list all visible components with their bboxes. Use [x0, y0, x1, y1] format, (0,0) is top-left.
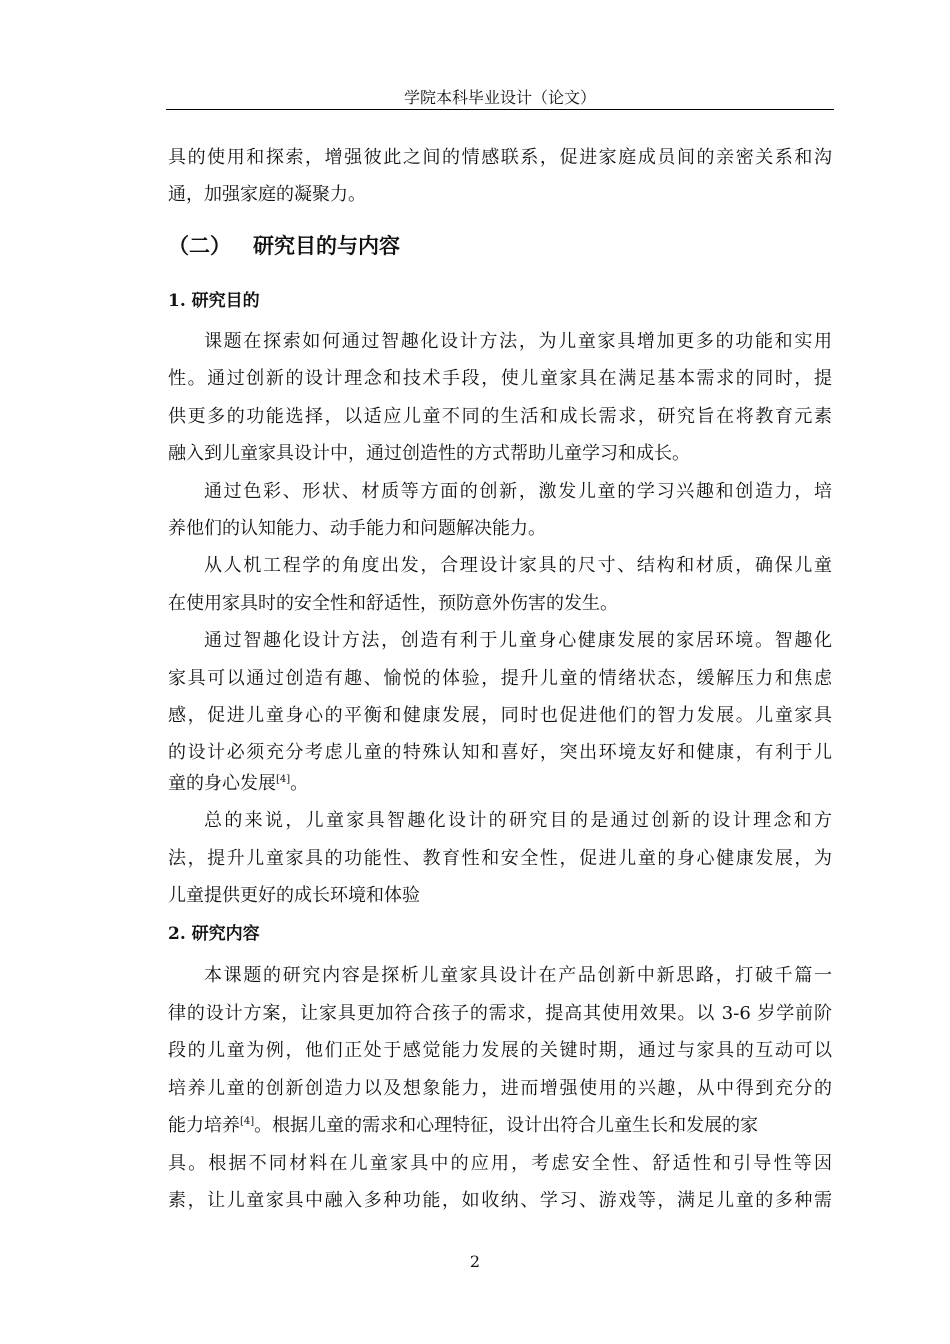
paragraph-line: 本课题的研究内容是探析儿童家具设计在产品创新中新思路，打破千篇一: [204, 965, 832, 986]
page-number: 2: [469, 1252, 481, 1271]
line-text: 。: [290, 773, 309, 794]
paragraph-line: 素，让儿童家具中融入多种功能，如收纳、学习、游戏等，满足儿童的多种需: [168, 1190, 832, 1211]
paragraph-line: 从人机工程学的角度出发，合理设计家具的尺寸、结构和材质，确保儿童: [204, 555, 832, 576]
paragraph-line: 的设计必须充分考虑儿童的特殊认知和喜好，突出环境友好和健康，有利于儿: [168, 742, 832, 763]
citation-ref: [4]: [240, 1116, 255, 1127]
section-heading: [168, 232, 400, 260]
citation-ref: [4]: [276, 774, 291, 785]
paragraph-line: 课题在探索如何通过智趣化设计方法，为儿童家具增加更多的功能和实用: [204, 331, 832, 352]
paragraph-line: 养他们的认知能力、动手能力和问题解决能力。: [168, 518, 546, 539]
running-header: 学院本科毕业设计（论文）: [403, 88, 596, 107]
paragraph-line: 供更多的功能选择，以适应儿童不同的生活和成长需求，研究旨在将教育元素: [168, 406, 832, 427]
line-text: 童的身心发展: [168, 773, 276, 794]
paragraph-line: 儿童提供更好的成长环境和体验: [168, 885, 420, 906]
paragraph-line: 法，提升儿童家具的功能性、教育性和安全性，促进儿童的身心健康发展，为: [168, 848, 832, 869]
paragraph-line: 感，促进儿童身心的平衡和健康发展，同时也促进他们的智力发展。儿童家具: [168, 705, 832, 726]
paragraph-line: 总的来说，儿童家具智趣化设计的研究目的是通过创新的设计理念和方: [204, 810, 832, 831]
subsection-heading-1: 1. 研究目的: [168, 291, 260, 311]
paragraph-line: [168, 1114, 832, 1138]
paragraph-line: 通过智趣化设计方法，创造有利于儿童身心健康发展的家居环境。智趣化: [204, 630, 832, 651]
paragraph-line: 性。通过创新的设计理念和技术手段，使儿童家具在满足基本需求的同时，提: [168, 368, 832, 389]
text-line: 通，加强家庭的凝聚力。: [168, 184, 366, 205]
section-title: 研究目的与内容: [253, 233, 400, 258]
paragraph-line: 融入到儿童家具设计中，通过创造性的方式帮助儿童学习和成长。: [168, 443, 690, 464]
header-rule: [166, 109, 834, 110]
paragraph-line: 律的设计方案，让家具更加符合孩子的需求，提高其使用效果。以 3-6 岁学前阶: [168, 1003, 832, 1024]
paragraph-line: 培养儿童的创新创造力以及想象能力，进而增强使用的兴趣，从中得到充分的: [168, 1078, 832, 1099]
paragraph-line: 具。根据不同材料在儿童家具中的应用，考虑安全性、舒适性和引导性等因: [168, 1153, 832, 1174]
paragraph-line: 段的儿童为例，他们正处于感觉能力发展的关键时期，通过与家具的互动可以: [168, 1040, 832, 1061]
subsection-heading-2: 2. 研究内容: [168, 924, 260, 944]
paragraph-line: 家具可以通过创造有趣、愉悦的体验，提升儿童的情绪状态，缓解压力和焦虑: [168, 668, 832, 689]
paragraph-line: 通过色彩、形状、材质等方面的创新，激发儿童的学习兴趣和创造力，培: [204, 481, 832, 502]
text-line: 具的使用和探索，增强彼此之间的情感联系，促进家庭成员间的亲密关系和沟: [168, 147, 832, 168]
line-text: 。根据儿童的需求和心理特征，设计出符合儿童生长和发展的家: [254, 1115, 759, 1136]
paragraph-line: [168, 772, 832, 796]
section-number: （二）: [168, 233, 231, 258]
paragraph-line: 在使用家具时的安全性和舒适性，预防意外伤害的发生。: [168, 593, 618, 614]
line-text: 能力培养: [168, 1115, 240, 1136]
